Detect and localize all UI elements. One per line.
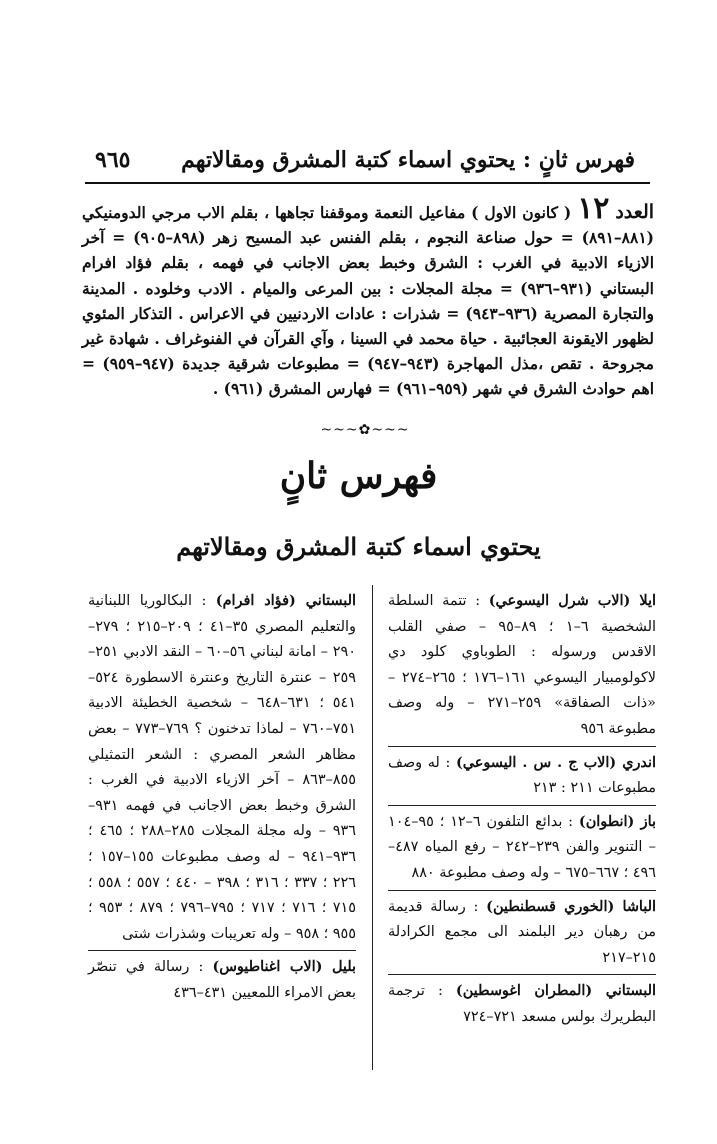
entry-text: : رسالة قديمة من رهبان دير البلمند الى مجمع الكرادلة ٢١٥–٢١٧	[388, 898, 656, 966]
author-name: باز (انطوان)	[578, 812, 656, 830]
issue-label: العدد	[615, 201, 655, 223]
index-column-right	[388, 588, 656, 1037]
index-entry	[388, 978, 656, 1033]
issue-number: ١٢	[577, 191, 610, 226]
section-title: فهرس ثانٍ	[279, 455, 438, 497]
index-column-left	[88, 588, 356, 1013]
index-entry	[388, 588, 656, 747]
page-number: ٩٦٥	[95, 147, 131, 173]
section-subtitle: يحتوي اسماء كتبة المشرق ومقالاتهم	[176, 532, 541, 561]
author-name: البستاني (فؤاد افرام)	[215, 592, 356, 609]
entry-text: : ترجمة البطريرك بولس مسعد ٧٢١–٧٢٤	[388, 983, 656, 1025]
index-entry	[388, 750, 656, 806]
entry-text: : تتمة السلطة الشخصية ٦–١ ؛ ٨٩–٩٥ – صفي القلب الاقدس ورسوله : الطوباوي كلود دي لاكولومبيار اليسوعي ١٦١–١٧٦ ؛ ٢٦٥–٢٧٤ – «ذات الصفاقة» ٢٥٩–٢٧١ – وله وصف مطبوعة ٩٥٦	[388, 593, 656, 737]
running-title: فهرس ثانٍ : يحتوي اسماء كتبة المشرق ومقالاتهم	[181, 147, 635, 173]
author-name: بليل (الاب اغناطيوس)	[212, 958, 357, 976]
index-entry	[88, 588, 356, 951]
index-entry	[388, 809, 656, 891]
entry-text: : له وصف مطبوعات ٢١١ : ٢١٣	[388, 754, 656, 797]
author-name: ايلا (الاب شرل اليسوعي)	[488, 592, 657, 609]
entry-text: : البكالوريا اللبنانية والتعليم المصري ٣٥–٤١ ؛ ٢٠٩–٢١٥ ؛ ٢٧٩–٢٩٠ – امانة لبناني ٥٦–٦٠ – النقد الادبي ٢٥١–٢٥٩ – عنترة التاريخ وعنترة الاسطورة ٥٢٤–٥٤١ ؛ ٦٣١–٦٤٨ – شخصية الخطيئة الادبية ٧٥١–٧٦٠ – لماذا تدخنون ؟ ٧٦٩–٧٧٣ – بعض مظاهر الشعر المصري : الشعر التمثيلي ٨٥٥–٨٦٣ – آخر الازياء الادبية في الغرب : الشرق وخبط بعض الاجانب في فهمه ٩٣١–٩٣٦ – وله مجلة المجلات ٢٨٥–٢٨٨ ؛ ٤٦٥ ؛ ٩٣٦–٩٤١ – له وصف مطبوعات ١٥٥–١٥٧ ؛ ٢٢٦ ؛ ٣٣٧ ؛ ٣١٦ ؛ ٣٩٨ – ٤٤٠ ؛ ٥٥٧ ؛ ٥٥٨ ؛ ٧١٥ ؛ ٧١٦ ؛ ٧١٧ ؛ ٧٩٥–٧٩٦ ؛ ٨٧٩ ؛ ٩٥٣ ؛ ٩٥٥ ؛ ٩٥٨ – وله تعريبات وشذرات شتى	[88, 593, 357, 942]
issue-text: ( كانون الاول ) مفاعيل النعمة وموقفنا تجاهها ، بقلم الاب مرجي الدومنيكي (٨٨١–٨٩١) = حول صناعة النجوم ، بقلم الفنس عبد المسيح زهر (٨٩٨–٩٠٥) = آخر الازياء الادبية في الغرب : الشرق وخبط بعض الاجانب في فهمه ، بقلم فؤاد افرام البستاني (٩٣١–٩٣٦) = مجلة المجلات : بين المرعى والميام . الادب وخلوده . المدينة والتجارة المصرية (٩٣٦–٩٤٣) = شذرات : عادات الاردنيين في الاعراس . التذكار المئوي لظهور الايقونة العجائبية . حياة محمد في السينا ، وآي القرآن في الفنوغراف . شهادة غير مجروحة . تقص ،مذل المهاجرة (٩٤٣–٩٤٧) = مطبوعات شرقية جديدة (٩٤٧–٩٥٩) = اهم حوادث الشرق في شهر (٩٥٩–٩٦١) = فهارس المشرق (٩٦١) .	[82, 203, 654, 399]
entry-text: : رسالة في تنصّر بعض الامراء اللمعيين ٤٣١–٤٣٦	[88, 959, 356, 1001]
author-name: الباشا (الخوري قسطنطين)	[486, 897, 657, 915]
column-divider	[372, 585, 373, 1070]
index-entry	[88, 954, 356, 1009]
running-header	[95, 140, 635, 180]
issue-paragraph	[82, 191, 655, 402]
header-rule	[85, 182, 650, 184]
author-name: اندري (الاب ج . س . اليسوعي)	[455, 753, 656, 771]
index-entry	[388, 894, 656, 976]
ornament-divider: ~~~✿~~~	[320, 422, 410, 438]
author-name: البستاني (المطران اغوسطين)	[455, 982, 656, 1000]
entry-text: : بدائع التلفون ٦–١٢ ؛ ٩٥–١٠٤ – التنوير والفن ٢٣٩–٢٤٢ – رفع المياه ٤٨٧–٤٩٦ ؛ ٦٦٧–٦٧٥ – وله وصف مطبوعة ٨٨٠	[388, 813, 656, 881]
